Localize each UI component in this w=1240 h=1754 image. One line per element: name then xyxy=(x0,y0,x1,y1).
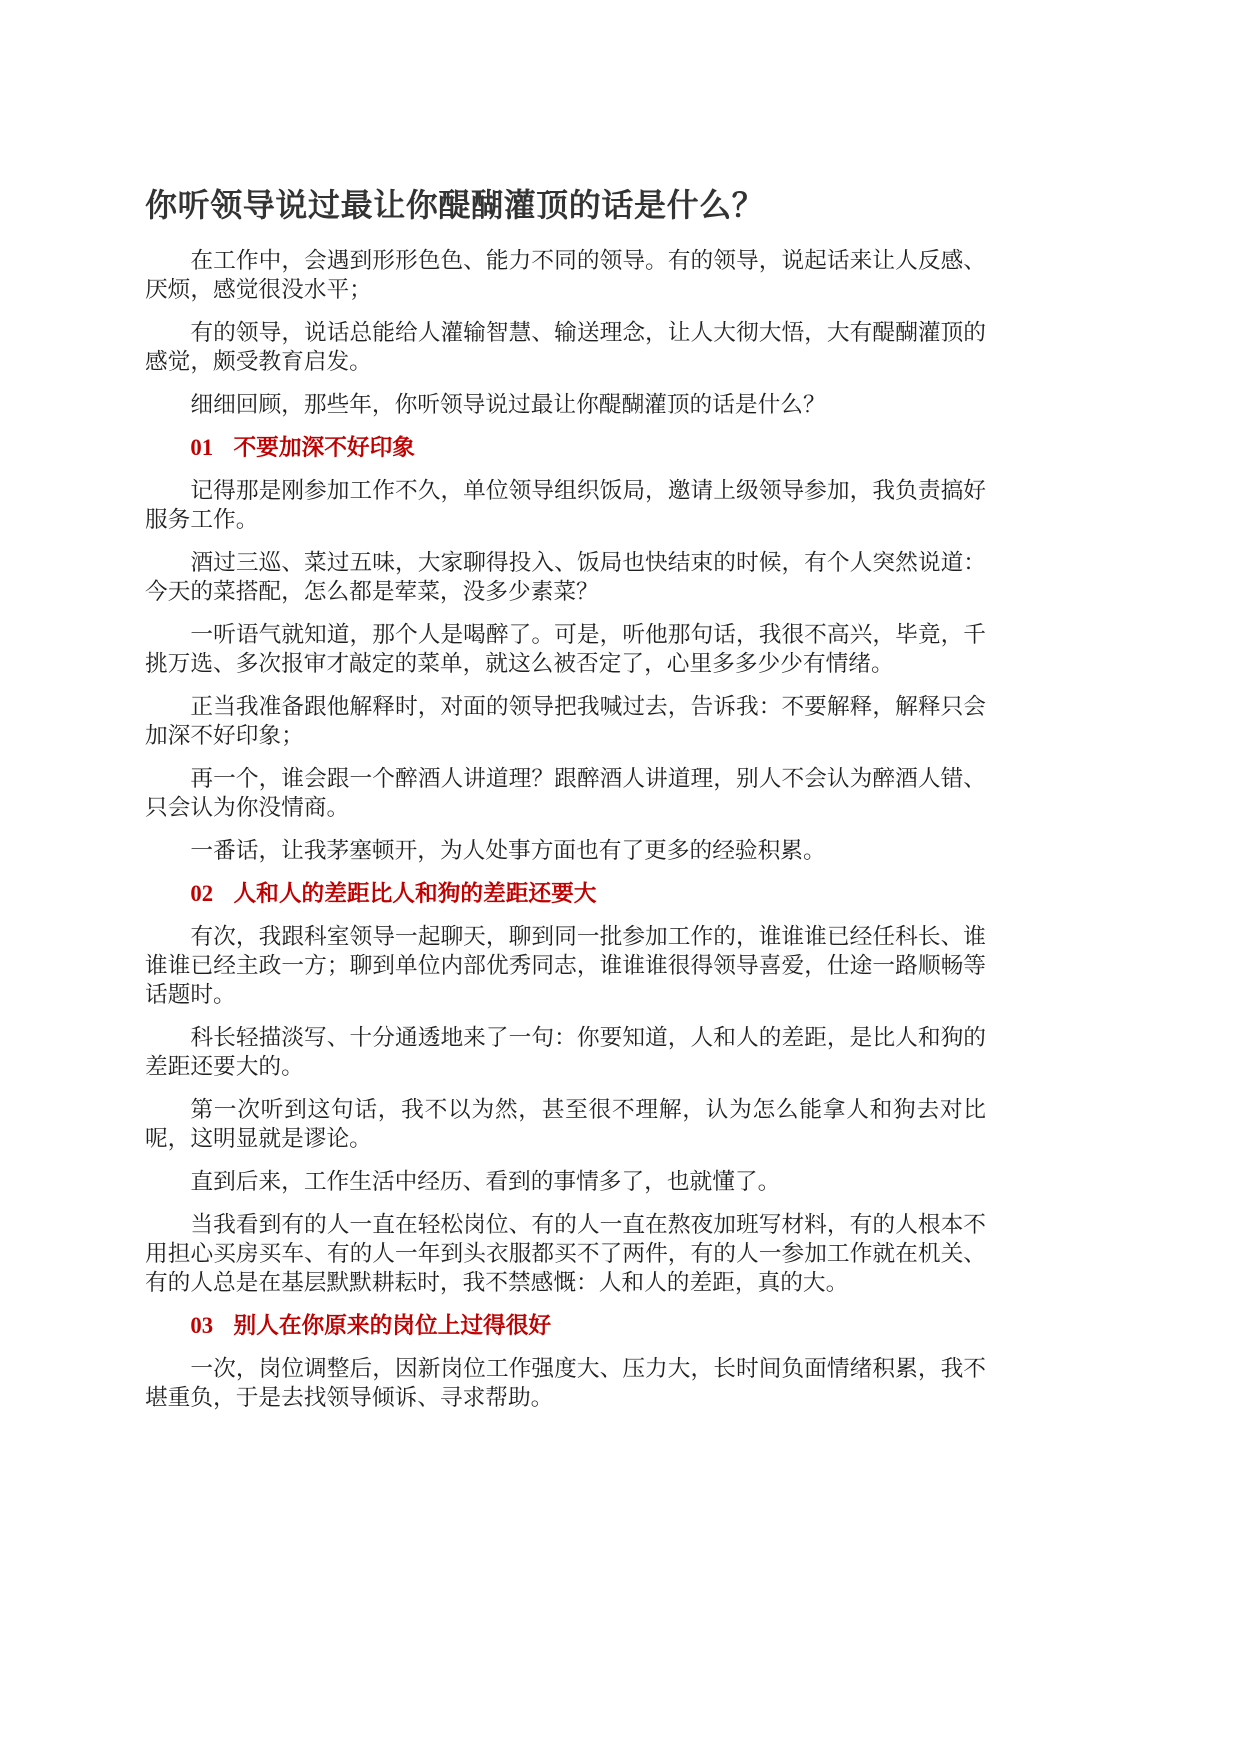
document-title: 你听领导说过最让你醍醐灌顶的话是什么？ xyxy=(145,187,765,223)
body-paragraph: 当我看到有的人一直在轻松岗位、有的人一直在熬夜加班写材料，有的人根本不用担心买房买车、有的人一年到头衣服都买不了两件，有的人一参加工作就在机关、有的人总是在基层默默耕耘时，我不禁感慨：人和人的差距，真的大。 xyxy=(145,1212,986,1295)
body-paragraph: 一听语气就知道，那个人是喝醉了。可是，听他那句话，我很不高兴，毕竟，千挑万选、多次报审才敲定的菜单，就这么被否定了，心里多多少少有情绪。 xyxy=(145,622,986,676)
intro-paragraph: 细细回顾，那些年，你听领导说过最让你醍醐灌顶的话是什么？ xyxy=(190,392,826,417)
body-paragraph: 再一个，谁会跟一个醉酒人讲道理？跟醉酒人讲道理，别人不会认为醉酒人错、只会认为你没情商。 xyxy=(145,766,986,820)
section-number: 02 xyxy=(190,881,214,906)
section-heading-02 xyxy=(145,879,986,908)
body-paragraph: 第一次听到这句话，我不以为然，甚至很不理解，认为怎么能拿人和狗去对比呢，这明显就是谬论。 xyxy=(145,1097,986,1151)
section-heading-01 xyxy=(145,433,986,462)
section-title: 不要加深不好印象 xyxy=(233,435,415,460)
document-page xyxy=(145,185,986,1426)
intro-paragraph: 有的领导，说话总能给人灌输智慧、输送理念，让人大彻大悟，大有醍醐灌顶的感觉，颇受教育启发。 xyxy=(145,320,986,374)
body-paragraph: 一次，岗位调整后，因新岗位工作强度大、压力大，长时间负面情绪积累，我不堪重负，于是去找领导倾诉、寻求帮助。 xyxy=(145,1356,986,1410)
section-number: 01 xyxy=(190,435,214,460)
section-heading-03 xyxy=(145,1311,986,1340)
section-title: 人和人的差距比人和狗的差距还要大 xyxy=(233,881,597,906)
body-paragraph: 记得那是刚参加工作不久，单位领导组织饭局，邀请上级领导参加，我负责搞好服务工作。 xyxy=(145,478,986,532)
body-paragraph: 一番话，让我茅塞顿开，为人处事方面也有了更多的经验积累。 xyxy=(190,838,826,863)
intro-paragraph: 在工作中，会遇到形形色色、能力不同的领导。有的领导，说起话来让人反感、厌烦，感觉很没水平； xyxy=(145,248,986,302)
body-paragraph: 正当我准备跟他解释时，对面的领导把我喊过去，告诉我：不要解释，解释只会加深不好印象； xyxy=(145,694,986,748)
body-paragraph: 酒过三巡、菜过五味，大家聊得投入、饭局也快结束的时候，有个人突然说道：今天的菜搭配，怎么都是荤菜，没多少素菜？ xyxy=(145,550,986,604)
body-paragraph: 科长轻描淡写、十分通透地来了一句：你要知道，人和人的差距，是比人和狗的差距还要大的。 xyxy=(145,1025,986,1079)
section-title: 别人在你原来的岗位上过得很好 xyxy=(233,1313,552,1338)
section-number: 03 xyxy=(190,1313,214,1338)
body-paragraph: 直到后来，工作生活中经历、看到的事情多了，也就懂了。 xyxy=(190,1169,781,1194)
body-paragraph: 有次，我跟科室领导一起聊天，聊到同一批参加工作的，谁谁谁已经任科长、谁谁谁已经主政一方；聊到单位内部优秀同志，谁谁谁很得领导喜爱，仕途一路顺畅等话题时。 xyxy=(145,924,986,1007)
